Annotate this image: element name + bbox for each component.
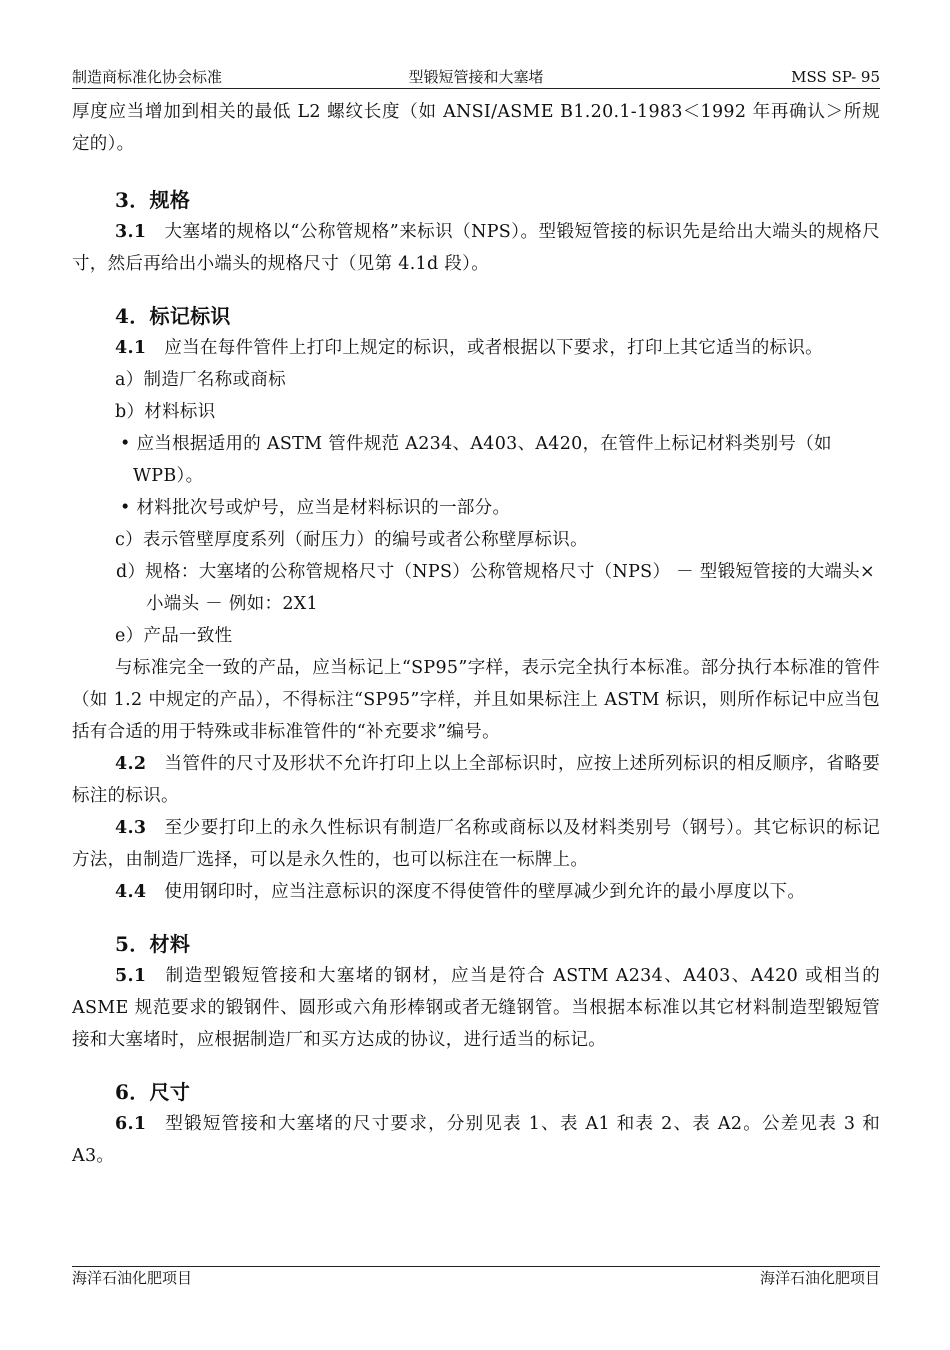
list-item-e: e）产品一致性 [115, 626, 233, 646]
para-text: 应当在每件管件上打印上规定的标识，或者根据以下要求，打印上其它适当的标识。 [164, 338, 823, 358]
list-item-a: a）制造厂名称或商标 [115, 370, 286, 390]
para-4-3 [72, 812, 880, 876]
section-3-title: 3．规格 [115, 188, 191, 212]
page-footer [72, 1266, 880, 1291]
para-text: 使用钢印时，应当注意标识的深度不得使管件的壁厚减少到允许的最小厚度以下。 [164, 882, 806, 902]
bullet-item-2: • 材料批次号或炉号，应当是材料标识的一部分。 [120, 498, 511, 518]
para-number: 4.1 [115, 338, 147, 358]
para-number: 4.3 [115, 818, 147, 838]
para-number: 4.2 [115, 754, 147, 774]
section-4-title: 4．标记标识 [115, 304, 231, 328]
header-center: 型锻短管接和大塞堵 [408, 68, 544, 86]
para-product-conformance: 与标准完全一致的产品，应当标记上“SP95”字样，表示完全执行本标准。部分执行本标准的管件（如 1.2 中规定的产品），不得标注“SP95”字样，并且如果标注上 ASTM 标识，则所作标记中应当包括有合适的用于特殊或非标准管件的“补充要求”编号。 [72, 658, 880, 742]
list-item-c: c）表示管壁厚度系列（耐压力）的编号或者公称壁厚标识。 [115, 530, 588, 550]
para-text: 至少要打印上的永久性标识有制造厂名称或商标以及材料类别号（钢号）。其它标识的标记方法，由制造厂选择，可以是永久性的，也可以标注在一标牌上。 [72, 818, 880, 870]
para-4-1 [72, 332, 880, 364]
footer-right: 海洋石油化肥项目 [759, 1269, 880, 1287]
list-item-b: b）材料标识 [115, 402, 216, 422]
para-text: 大塞堵的规格以“公称管规格”来标识（NPS）。型锻短管接的标识先是给出大端头的规格尺寸，然后再给出小端头的规格尺寸（见第 4.1d 段）。 [72, 222, 880, 274]
para-number: 6.1 [115, 1114, 147, 1134]
para-number: 4.4 [115, 882, 147, 902]
para-6-1 [72, 1108, 880, 1172]
intro-paragraph: 厚度应当增加到相关的最低 L2 螺纹长度（如 ANSI/ASME B1.20.1-1983＜1992 年再确认＞所规定的）。 [72, 102, 880, 154]
para-3-1 [72, 216, 880, 280]
section-6-title: 6．尺寸 [115, 1080, 191, 1104]
para-number: 5.1 [115, 966, 147, 986]
para-number: 3.1 [115, 222, 147, 242]
list-item-d: d）规格：大塞堵的公称管规格尺寸（NPS）公称管规格尺寸（NPS） － 型锻短管接的大端头×小端头 － 例如：2X1 [116, 562, 875, 614]
para-text: 当管件的尺寸及形状不允许打印上以上全部标识时，应按上述所列标识的相反顺序，省略要标注的标识。 [72, 754, 880, 806]
para-text: 型锻短管接和大塞堵的尺寸要求，分别见表 1、表 A1 和表 2、表 A2。公差见表 3 和 A3。 [72, 1114, 880, 1166]
bullet-item-1: • 应当根据适用的 ASTM 管件规范 A234、A403、A420，在管件上标记材料类别号（如 WPB）。 [120, 434, 832, 486]
para-text: 制造型锻短管接和大塞堵的钢材，应当是符合 ASTM A234、A403、A420 或相当的 ASME 规范要求的锻钢件、圆形或六角形棒钢或者无缝钢管。当根据本标准以其它材料制造型锻短管接和大塞堵时，应根据制造厂和买方达成的协议，进行适当的标记。 [72, 966, 880, 1050]
document-body [72, 96, 880, 1172]
header-left: 制造商标准化协会标准 [72, 68, 223, 86]
para-4-2 [72, 748, 880, 812]
page-header [72, 66, 880, 89]
footer-left: 海洋石油化肥项目 [72, 1269, 193, 1287]
para-4-4 [72, 876, 880, 908]
para-5-1 [72, 960, 880, 1056]
section-5-title: 5．材料 [115, 932, 191, 956]
header-right: MSS SP- 95 [791, 68, 880, 86]
